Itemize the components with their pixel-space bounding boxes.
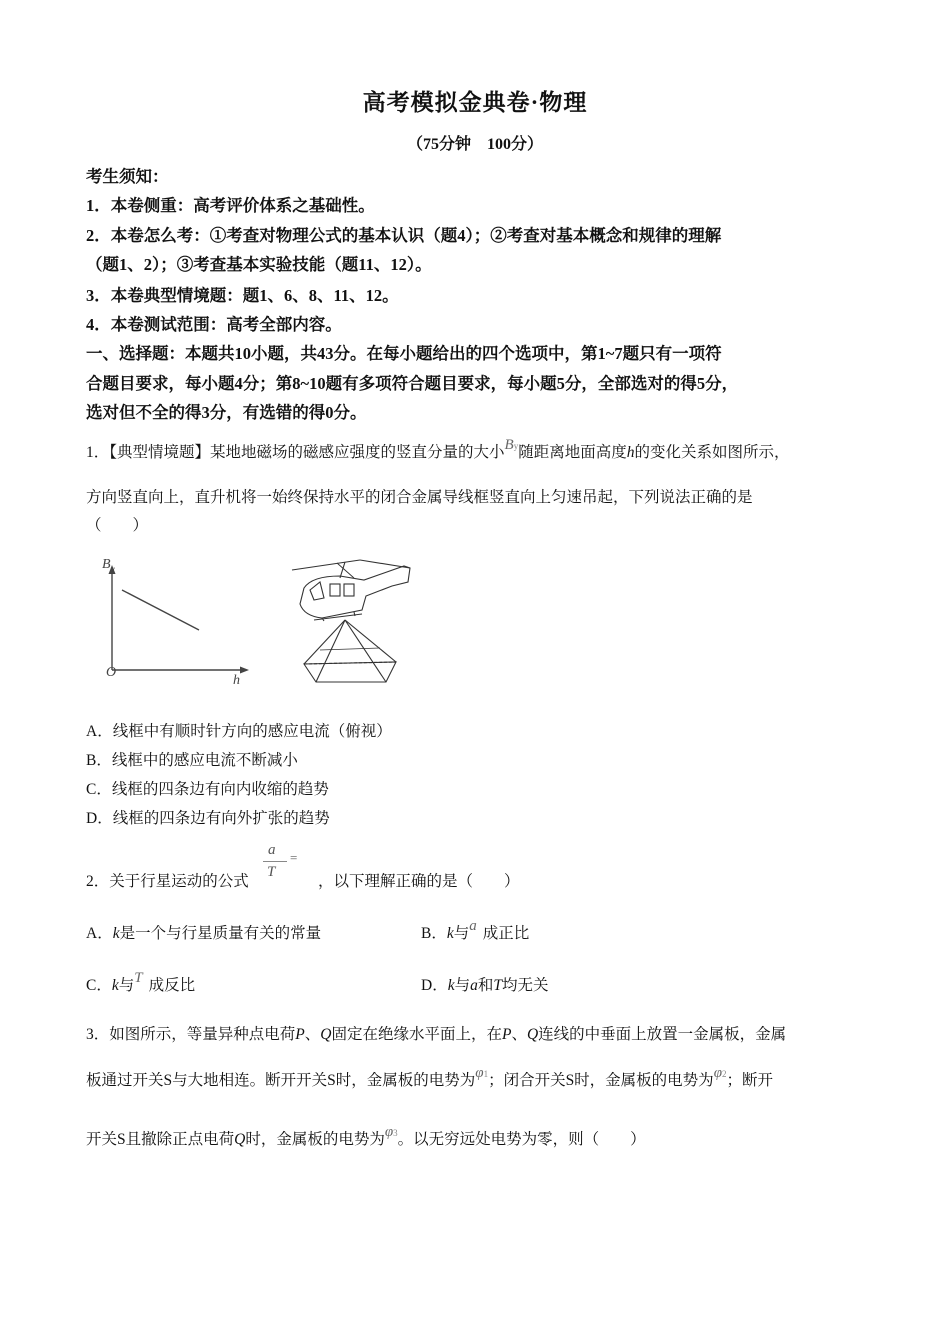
exam-title: 高考模拟金典卷·物理 [362,90,588,115]
section1-intro-line-3: 选对但不全的得3分，有选错的得0分。 [86,403,367,422]
q1-text-b: 随距离地面高度 [518,444,627,461]
q2-stem-lead: 2．关于行星运动的公式 [86,873,249,890]
q3-stem-line-1: 3．如图所示，等量异种点电荷P、Q固定在绝缘水平面上，在P、Q连线的中垂面上放置一金属板，金属 [86,1026,787,1043]
q1-figure [92,548,422,698]
q1-option-a: A．线框中有顺时针方向的感应电流（俯视） [86,723,392,740]
q2-formula-bar [263,861,287,862]
q1-symbol-b: By [504,437,519,453]
q3-phi-3: φ3 [384,1124,398,1140]
graph-data-line [122,590,199,630]
sling-line-1 [304,620,345,664]
q2-formula-equals: = [290,850,298,865]
q2-option-d: D．k与a和T均无关 [421,977,549,994]
sling-line-2 [316,620,345,682]
q2-stem-tail: ，以下理解正确的是（ ） [318,873,520,890]
q2-option-a: A．k是一个与行星质量有关的常量 [86,925,322,942]
section1-intro-line-2: 合题目要求，每小题4分；第8~10题有多项符合题目要求，每小题5分，全部选对的得5分， [86,374,739,393]
pyramid-mid-edge [320,648,380,650]
q3-stem-line-2: 板通过开关S与大地相连。断开开关S时，金属板的电势为φ1；闭合开关S时，金属板的电势为φ2；断开 [86,1065,774,1089]
cockpit-window [310,582,324,600]
q1-answer-paren: （ ） [86,517,149,534]
q1-text-c: 的变化关系如图所示， [634,444,790,461]
notice-item-4: 4．本卷测试范围：高考全部内容。 [86,315,342,334]
q1-var-h: h [626,444,635,461]
exam-duration-score: （75分钟 100分） [406,136,543,153]
q2-option-b: B．k与a 成正比 [421,918,530,942]
q2-formula-denominator: T [267,864,276,880]
section1-intro-line-1: 一、选择题：本题共10小题，共43分。在每小题给出的四个选项中，第1~7题只有一项符 [86,344,722,363]
graph-y-label: $B_y$ [102,557,115,574]
q1-stem-line-1 [86,437,790,462]
notice-heading: 考生须知： [86,167,169,186]
by-h-graph [102,557,249,688]
q3-stem-line-3: 开关S且撤除正点电荷Q时，金属板的电势为φ3。以无穷远处电势为零，则（ ） [86,1124,646,1148]
graph-origin-label: O [106,665,117,680]
q1-option-c: C．线框的四条边有向内收缩的趋势 [86,781,329,798]
notice-item-1: 1．本卷侧重：高考评价体系之基础性。 [86,196,375,215]
q2-option-b-symbol: a [469,918,477,934]
q2-formula-numerator: a [268,842,276,858]
q1-figure-svg [92,548,422,698]
q2-option-c: C．k与T 成反比 [86,970,196,994]
q1-option-b: B．线框中的感应电流不断减小 [86,752,298,769]
notice-item-2-cont: （题1、2）；③考查基本实验技能（题11、12）。 [86,255,432,274]
q3-phi-1: φ1 [475,1065,489,1081]
q1-text-a: 1．【典型情境题】某地地磁场的磁感应强度的竖直分量的大小 [86,444,505,461]
sling-line-3 [345,620,386,682]
q3-phi-2: φ2 [713,1065,727,1081]
helicopter-illustration [292,560,410,682]
graph-x-label: h [233,673,240,688]
rotor-blade-left [292,560,360,570]
notice-item-3: 3．本卷典型情境题：题1、6、8、11、12。 [86,286,399,305]
helicopter-body [300,566,410,618]
cabin-window-2 [344,584,354,596]
q1-option-d: D．线框的四条边有向外扩张的趋势 [86,810,330,827]
notice-item-2: 2．本卷怎么考：①考查对物理公式的基本认识（题4）；②考查对基本概念和规律的理解 [86,226,722,245]
sling-line-4 [345,620,396,662]
q2-option-c-symbol: T [134,970,143,986]
cabin-window-1 [330,584,340,596]
q1-stem-line-2: 方向竖直向上，直升机将一始终保持水平的闭合金属导线框竖直向上匀速吊起，下列说法正确的是 [86,489,753,506]
graph-x-arrow [240,667,249,674]
